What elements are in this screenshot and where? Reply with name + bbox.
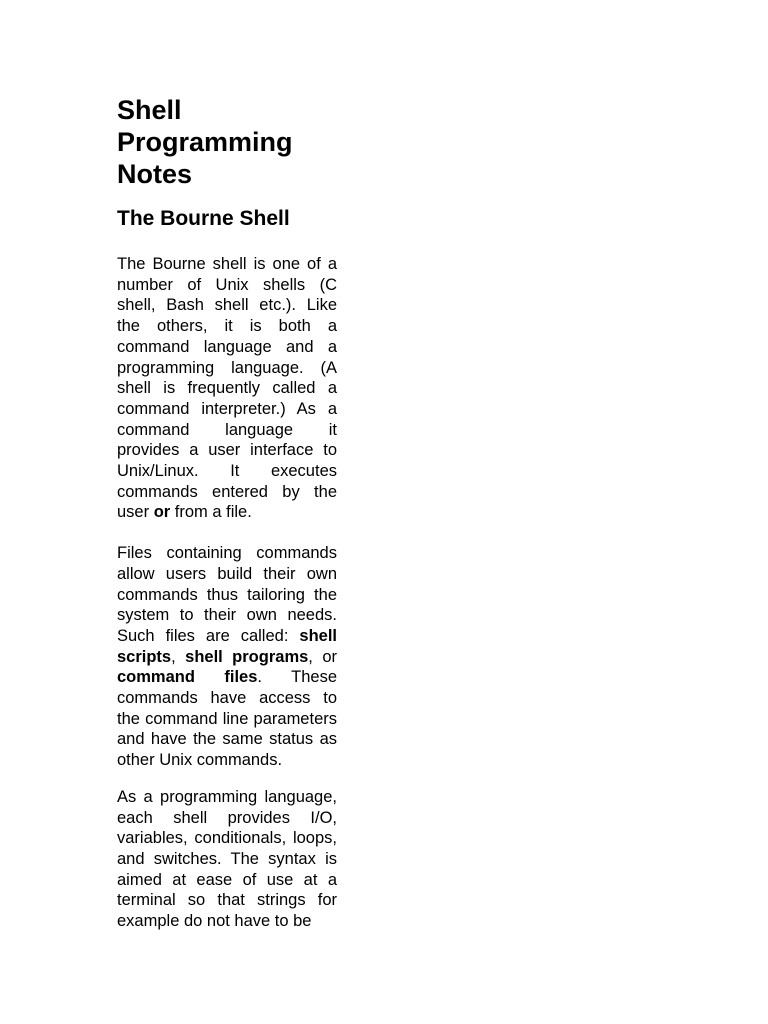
text-column <box>117 94 337 932</box>
paragraph-text: , <box>171 647 186 666</box>
title-line: Notes <box>117 159 193 189</box>
bold-term: shell programs <box>185 647 309 666</box>
paragraph-text: , or <box>308 647 337 666</box>
document-title <box>117 94 337 190</box>
paragraph-text: Files containing commands allow users build their own commands thus tailoring the system to their own needs. Such files are called: <box>117 544 337 645</box>
title-line: Programming <box>117 127 293 157</box>
bold-term: or <box>153 503 171 522</box>
paragraph-text: from a file. <box>170 503 252 522</box>
paragraph-intro <box>117 254 337 523</box>
paragraph-text: . These commands have access to the command line parameters and have the same status as other Unix commands. <box>117 668 337 770</box>
paragraph-programming-language: As a programming language, each shell provides I/O, variables, conditionals, loops, and switches. The syntax is aimed at ease of use at a terminal so that strings for example do not have to be <box>117 787 337 931</box>
paragraph-text: The Bourne shell is one of a number of Unix shells (C shell, Bash shell etc.). Like the others, it is both a command language and a programming language. (A shell is frequently called a command interpreter.) As a command language it provides a user interface to Unix/Linux. It executes commands entered by the user <box>117 255 337 522</box>
section-heading: The Bourne Shell <box>117 207 290 230</box>
title-line: Shell <box>117 95 182 125</box>
paragraph-shell-scripts <box>117 543 337 771</box>
bold-term: command files <box>117 668 258 687</box>
bold-term: shell scripts <box>117 626 337 666</box>
